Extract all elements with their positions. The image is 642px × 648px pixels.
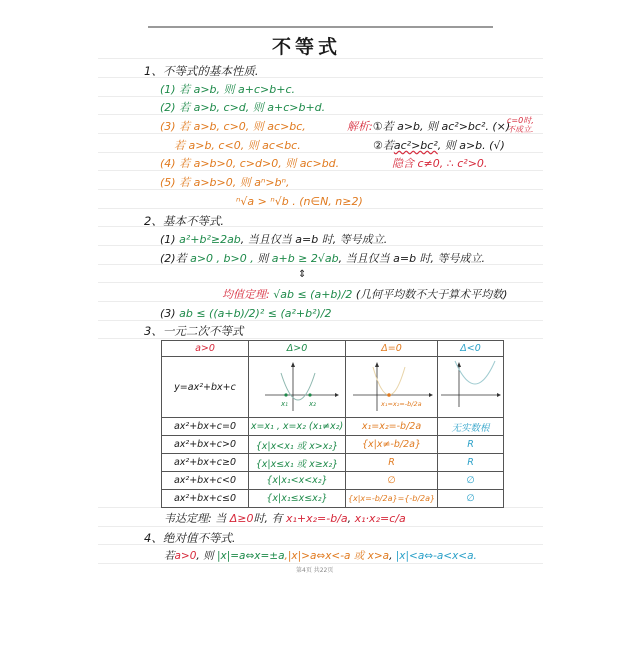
basic-ineq-1 bbox=[160, 233, 387, 247]
item-mid: 则 bbox=[257, 252, 269, 265]
analysis-line-3: 隐含 c≠0, ∴ c²>0. bbox=[392, 157, 488, 170]
row-label: ax²+bx+c=0 bbox=[162, 418, 249, 436]
abs-mid: , 则 bbox=[196, 550, 214, 562]
row-label: ax²+bx+c<0 bbox=[162, 472, 249, 490]
formula: ab ≤ ((a+b)/2)² ≤ (a²+b²)/2 bbox=[179, 307, 332, 320]
item-number: (1) bbox=[160, 83, 176, 96]
vieta-condition: Δ≥0 bbox=[229, 512, 254, 525]
table-row bbox=[162, 454, 504, 472]
vieta-pre: 当 bbox=[215, 512, 227, 525]
y-axis-arrow bbox=[375, 362, 379, 367]
formula: √ab ≤ (a+b)/2 bbox=[273, 288, 353, 301]
cell-delta-negative: 无实数根 bbox=[438, 418, 504, 436]
header-delta-zero: Δ=0 bbox=[346, 341, 438, 357]
item-number: (3) bbox=[160, 120, 176, 133]
row-label: ax²+bx+c>0 bbox=[162, 436, 249, 454]
root-x2-label: x₂ bbox=[309, 400, 316, 408]
cell-delta-positive: x=x₁ , x=x₂ (x₁≠x₂) bbox=[249, 418, 346, 436]
item-number: (1) bbox=[160, 233, 176, 246]
top-divider bbox=[148, 26, 493, 28]
absolute-value-rules bbox=[164, 549, 477, 563]
item-text: 若 a>b, c>0, 则 ac>bc, bbox=[179, 120, 306, 133]
cell-delta-positive: {x|x<x₁ 或 x>x₂} bbox=[249, 436, 346, 454]
parabola-double-root-graph bbox=[347, 359, 437, 415]
cell-delta-negative: R bbox=[438, 454, 504, 472]
page-title: 不等式 bbox=[272, 36, 342, 58]
vieta-sum: x₁+x₂=-b/a bbox=[285, 512, 348, 525]
table-graph-row bbox=[162, 357, 504, 418]
vieta-mid: 时, 有 bbox=[253, 512, 283, 525]
graph-cell-delta-zero bbox=[346, 357, 438, 418]
parabola-two-roots-graph bbox=[251, 359, 343, 415]
basic-ineq-3 bbox=[160, 307, 332, 321]
property-2 bbox=[160, 101, 325, 115]
formula: a+b ≥ 2√ab bbox=[271, 252, 339, 265]
theorem-note: (几何平均数不大于算术平均数) bbox=[355, 288, 508, 301]
graph-cell-delta-negative bbox=[438, 357, 504, 418]
note-line: 不成立. bbox=[507, 125, 534, 134]
abs-less-rule: |x|<a⇔-a<x<a. bbox=[395, 550, 477, 562]
item-tail: , 当且仅当 a=b 时, 等号成立. bbox=[338, 252, 486, 265]
property-3b bbox=[174, 139, 301, 153]
item-text: 若 a>b, c>d, 则 a+c>b+d. bbox=[179, 101, 326, 114]
property-4 bbox=[160, 157, 339, 171]
page-number-footer: 第4页 共22页 bbox=[296, 567, 334, 574]
table-row bbox=[162, 436, 504, 454]
property-3a bbox=[160, 120, 306, 134]
theorem-label: 均值定理: bbox=[222, 288, 270, 301]
graph-row-label: y=ax²+bx+c bbox=[162, 357, 249, 418]
section3-heading: 3、一元二次不等式 bbox=[144, 324, 244, 338]
analysis-prefix: ②若 bbox=[373, 139, 394, 152]
root-x1-label: x₁ bbox=[281, 400, 288, 408]
cell-delta-positive: {x|x≤x₁ 或 x≥x₂} bbox=[249, 454, 346, 472]
y-axis-arrow bbox=[291, 362, 295, 367]
equivalence-arrow: ⇕ bbox=[298, 269, 307, 280]
cell-delta-negative: R bbox=[438, 436, 504, 454]
section2-heading: 2、基本不等式. bbox=[144, 214, 224, 228]
cell-delta-zero: {x|x≠-b/2a} bbox=[346, 436, 438, 454]
item-number: (4) bbox=[160, 157, 176, 170]
item-number: (2) bbox=[160, 252, 176, 265]
root-x1-point bbox=[284, 393, 287, 396]
table-row bbox=[162, 472, 504, 490]
parabola-curve bbox=[373, 367, 405, 395]
section4-heading: 4、绝对值不等式. bbox=[144, 531, 236, 545]
item-text: 若 a>b>0, 则 aⁿ>bⁿ, bbox=[179, 176, 290, 189]
item-text: 若 a>b>0, c>d>0, 则 ac>bd. bbox=[179, 157, 340, 170]
item-number: (2) bbox=[160, 101, 176, 114]
abs-pre: 若 bbox=[164, 550, 175, 562]
table-header-row bbox=[162, 341, 504, 357]
analysis-line-2 bbox=[373, 139, 505, 153]
abs-separator: , bbox=[284, 550, 288, 562]
cell-delta-zero: x₁=x₂=-b/2a bbox=[346, 418, 438, 436]
x-axis-arrow bbox=[335, 393, 339, 397]
vieta-theorem bbox=[164, 512, 406, 526]
graph-cell-delta-positive bbox=[249, 357, 346, 418]
formula: a²+b²≥2ab bbox=[179, 233, 241, 246]
note-line: c=0时, bbox=[507, 116, 534, 125]
table-row bbox=[162, 490, 504, 508]
row-label: ax²+bx+c≤0 bbox=[162, 490, 249, 508]
item-prefix: 若 bbox=[175, 252, 187, 265]
abs-greater-rule: |x|>a⇔x<-a 或 x>a bbox=[287, 550, 390, 562]
cell-delta-zero: {x|x=-b/2a}={-b/2a} bbox=[346, 490, 438, 508]
cell-delta-zero: ∅ bbox=[346, 472, 438, 490]
item-number: (5) bbox=[160, 176, 176, 189]
section1-heading: 1、不等式的基本性质. bbox=[144, 64, 259, 78]
property-5a bbox=[160, 176, 289, 190]
abs-separator: , bbox=[389, 550, 393, 562]
item-number: (3) bbox=[160, 307, 176, 320]
cell-delta-positive: {x|x₁≤x≤x₂} bbox=[249, 490, 346, 508]
cell-delta-negative: ∅ bbox=[438, 490, 504, 508]
condition: a>0 , b>0 , bbox=[190, 252, 254, 265]
header-delta-negative: Δ<0 bbox=[438, 341, 504, 357]
item-text: 若 a>b, c<0, 则 ac<bc. bbox=[174, 139, 301, 152]
root-x2-point bbox=[308, 393, 311, 396]
parabola-no-root-graph bbox=[439, 359, 503, 415]
analysis-label: 解析: bbox=[347, 120, 373, 133]
analysis-note bbox=[507, 116, 534, 134]
cell-delta-zero: R bbox=[346, 454, 438, 472]
item-text: 若 a>b, 则 a+c>b+c. bbox=[179, 83, 295, 96]
analysis-line-1 bbox=[347, 120, 510, 134]
x-axis-arrow bbox=[429, 393, 433, 397]
double-root-point bbox=[387, 393, 391, 397]
property-5b: ⁿ√a > ⁿ√b . (n∈N, n≥2) bbox=[236, 195, 363, 208]
cell-delta-negative: ∅ bbox=[438, 472, 504, 490]
vieta-separator: , bbox=[347, 512, 352, 525]
vieta-product: x₁·x₂=c/a bbox=[354, 512, 406, 525]
x-axis-arrow bbox=[497, 393, 501, 397]
abs-condition: a>0 bbox=[174, 550, 197, 562]
item-tail: , 当且仅当 a=b 时, 等号成立. bbox=[240, 233, 388, 246]
cell-delta-positive: {x|x₁<x<x₂} bbox=[249, 472, 346, 490]
analysis-suffix: , 则 a>b. (√) bbox=[437, 139, 505, 152]
mean-value-theorem bbox=[222, 288, 507, 302]
table-row bbox=[162, 418, 504, 436]
quadratic-table bbox=[161, 340, 504, 508]
analysis-underlined: ac²>bc² bbox=[393, 139, 438, 152]
row-label: ax²+bx+c≥0 bbox=[162, 454, 249, 472]
analysis-text: ①若 a>b, 则 ac²>bc². (×) bbox=[372, 120, 511, 133]
basic-ineq-2 bbox=[160, 252, 485, 266]
double-root-label: x₁=x₂=-b/2a bbox=[380, 400, 422, 408]
parabola-curve bbox=[455, 361, 495, 384]
vieta-label: 韦达定理: bbox=[164, 512, 212, 525]
header-a-positive: a>0 bbox=[162, 341, 249, 357]
header-delta-positive: Δ>0 bbox=[249, 341, 346, 357]
abs-equal-rule: |x|=a⇔x=±a bbox=[216, 550, 285, 562]
property-1 bbox=[160, 83, 295, 97]
